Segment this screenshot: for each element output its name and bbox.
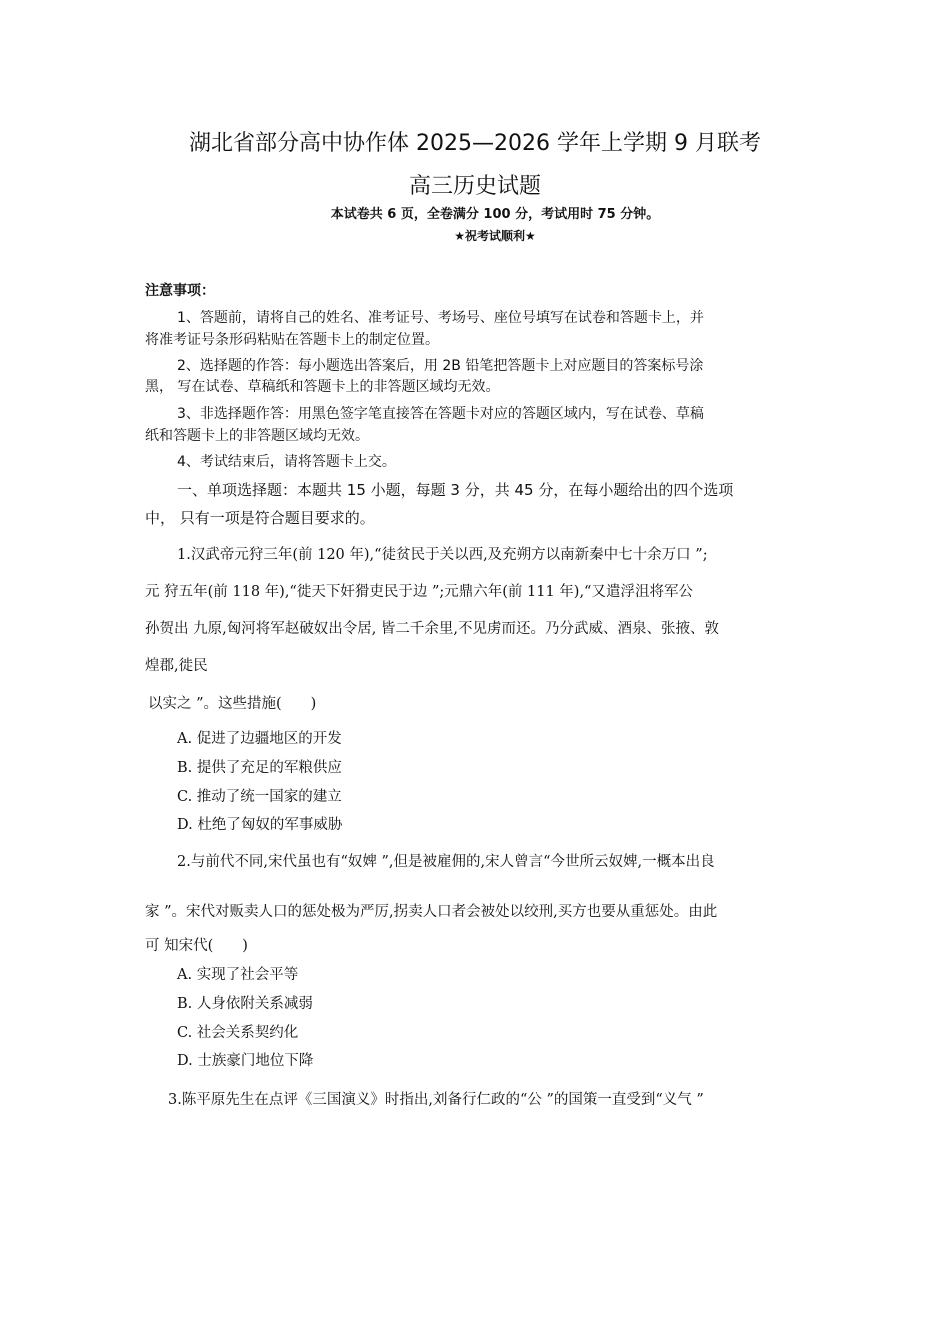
- question-2-option-b: B. 人身依附关系减弱: [177, 996, 313, 1012]
- question-1-option-b: B. 提供了充足的军粮供应: [177, 760, 342, 776]
- question-1-text: 以实之 ”。这些措施( ): [148, 696, 317, 712]
- notice-line: 4、考试结束后，请将答题卡上交。: [177, 454, 396, 470]
- question-1-option-a: A. 促进了边疆地区的开发: [177, 731, 342, 747]
- exam-title: 湖北省部分高中协作体 2025—2026 学年上学期 9 月联考: [189, 131, 761, 156]
- section-heading: 一、单项选择题：本题共 15 小题，每题 3 分，共 45 分，在每小题给出的四个选项: [177, 481, 734, 499]
- notice-line: 将准考证号条形码粘贴在答题卡上的制定位置。: [145, 332, 439, 348]
- question-2-text: 可 知宋代( ): [145, 938, 248, 954]
- exam-subtitle: 高三历史试题: [408, 174, 541, 199]
- question-2-option-a: A. 实现了社会平等: [177, 967, 299, 983]
- question-1-option-d: D. 杜绝了匈奴的军事威胁: [177, 817, 343, 833]
- question-2-text: 家 ”。宋代对贩卖人口的惩处极为严厉,拐卖人口者会被处以绞刑,买方也要从重惩处。由此: [145, 904, 718, 920]
- notice-line: 2、选择题的作答：每小题选出答案后，用 2B 铅笔把答题卡上对应题目的答案标号涂: [177, 358, 704, 374]
- question-1-text: 元 狩五年(前 118 年),“徙天下奸猾吏民于边 ”;元鼎六年(前 111 年),“又遣浮沮将军公: [145, 584, 693, 600]
- section-heading: 中， 只有一项是符合题目要求的。: [145, 509, 375, 527]
- notice-line: 纸和答题卡上的非答题区域均无效。: [145, 428, 369, 444]
- question-1-text: 1.汉武帝元狩三年(前 120 年),“徒贫民于关以西,及充朔方以南新秦中七十余万口 ”;: [177, 547, 708, 563]
- notice-line: 3、非选择题作答：用黑色签字笔直接答在答题卡对应的答题区域内，写在试卷、草稿: [177, 406, 704, 422]
- question-2-option-d: D. 士族豪门地位下降: [177, 1053, 314, 1069]
- notice-line: 1、答题前，请将自己的姓名、准考证号、考场号、座位号填写在试卷和答题卡上，并: [177, 310, 704, 326]
- question-1-text: 煌郡,徙民: [145, 658, 208, 674]
- notice-heading: 注意事项：: [145, 283, 215, 299]
- exam-wish: ★祝考试顺利★: [454, 229, 536, 243]
- notice-line: 黑， 写在试卷、草稿纸和答题卡上的非答题区域均无效。: [145, 379, 500, 395]
- question-1-option-c: C. 推动了统一国家的建立: [177, 789, 342, 805]
- question-2-text: 2.与前代不同,宋代虽也有“奴婢 ”,但是被雇佣的,宋人曾言“今世所云奴婢,一概本出良: [177, 854, 715, 870]
- exam-info: 本试卷共 6 页，全卷满分 100 分，考试用时 75 分钟。: [330, 207, 660, 222]
- question-3-text: 3.陈平原先生在点评《三国演义》时指出,刘备行仁政的“公 ”的国策一直受到“义气 ”: [168, 1092, 704, 1108]
- question-1-text: 孙贺出 九原,匈河将军赵破奴出令居, 皆二千余里,不见虏而还。乃分武威、酒泉、张掖、敦: [145, 621, 720, 637]
- question-2-option-c: C. 社会关系契约化: [177, 1025, 299, 1041]
